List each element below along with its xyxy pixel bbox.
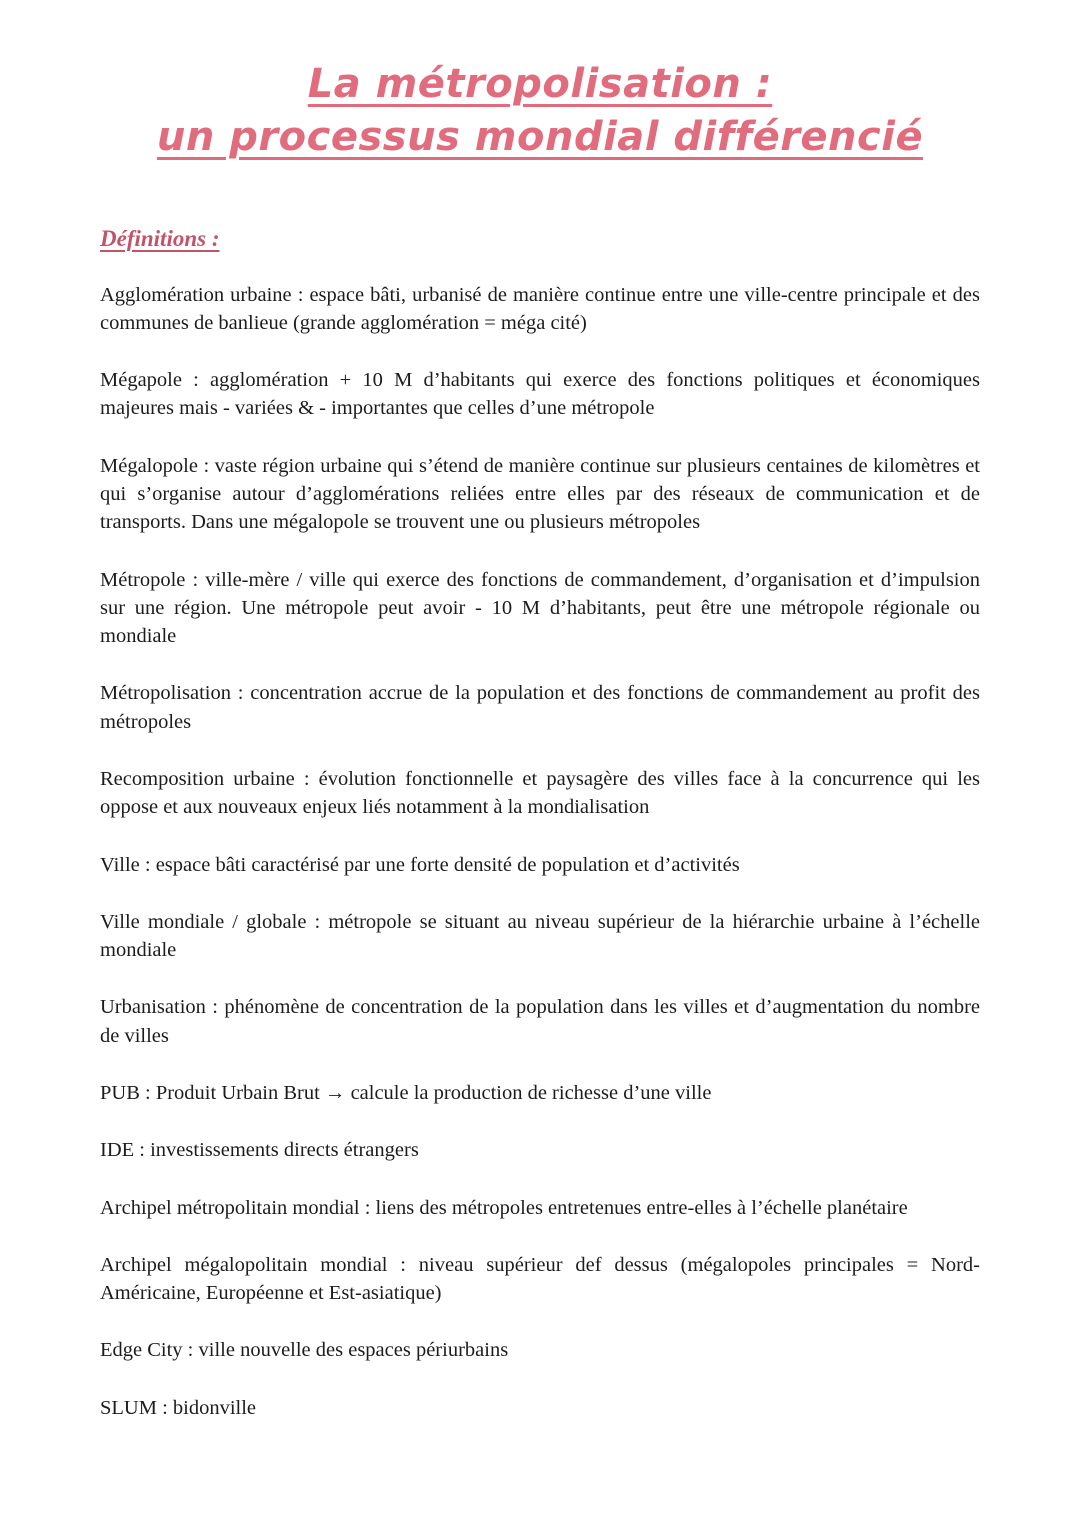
definition-paragraph: Mégapole : agglomération + 10 M d’habitants qui exerce des fonctions politiques et économiques majeures mais - variées & - importantes que celles d’une métropole: [100, 369, 980, 420]
definition-paragraph: Archipel métropolitain mondial : liens des métropoles entretenues entre-elles à l’échelle planétaire: [100, 1196, 908, 1219]
definition-paragraph: Ville : espace bâti caractérisé par une forte densité de population et d’activités: [100, 853, 740, 876]
definition-paragraph: Métropolisation : concentration accrue de la population et des fonctions de commandement au profit des métropoles: [100, 682, 980, 733]
definition-paragraph: Mégalopole : vaste région urbaine qui s’étend de manière continue sur plusieurs centaines de kilomètres et qui s’organise autour d’agglomérations reliées entre elles par des réseaux de communication et de transports. Dans une mégalopole se trouvent une ou plusieurs métropoles: [100, 454, 980, 534]
definition-paragraph: Archipel mégalopolitain mondial : niveau supérieur def dessus (mégalopoles principales = Nord-Américaine, Européenne et Est-asiatique): [100, 1253, 980, 1305]
definition-paragraph: Agglomération urbaine : espace bâti, urbanisé de manière continue entre une ville-centre principale et des communes de banlieue (grande agglomération = méga cité): [100, 283, 980, 334]
definition-paragraph: PUB : Produit Urbain Brut → calcule la production de richesse d’une ville: [100, 1081, 712, 1104]
page-title-line-1: La métropolisation :: [307, 61, 773, 107]
definition-paragraph: SLUM : bidonville: [100, 1396, 257, 1419]
definition-paragraph: Urbanisation : phénomène de concentration de la population dans les villes et d’augmentation du nombre de villes: [100, 996, 980, 1047]
definition-paragraph: Edge City : ville nouvelle des espaces périurbains: [100, 1339, 509, 1362]
definition-paragraph: IDE : investissements directs étrangers: [100, 1139, 419, 1162]
section-heading-definitions: Définitions :: [100, 225, 220, 251]
definitions-list: [100, 281, 980, 1422]
definition-paragraph: Ville mondiale / globale : métropole se situant au niveau supérieur de la hiérarchie urbaine à l’échelle mondiale: [100, 910, 980, 962]
definition-paragraph: Métropole : ville-mère / ville qui exerce des fonctions de commandement, d’organisation et d’impulsion sur une région. Une métropole peut avoir - 10 M d’habitants, peut être une métropole régionale ou mondiale: [100, 568, 980, 648]
definition-paragraph: Recomposition urbaine : évolution fonctionnelle et paysagère des villes face à la concurrence qui les oppose et aux nouveaux enjeux liés notamment à la mondialisation: [100, 767, 980, 819]
page-title: [100, 58, 980, 164]
page-title-line-2: un processus mondial différencié: [156, 113, 924, 160]
